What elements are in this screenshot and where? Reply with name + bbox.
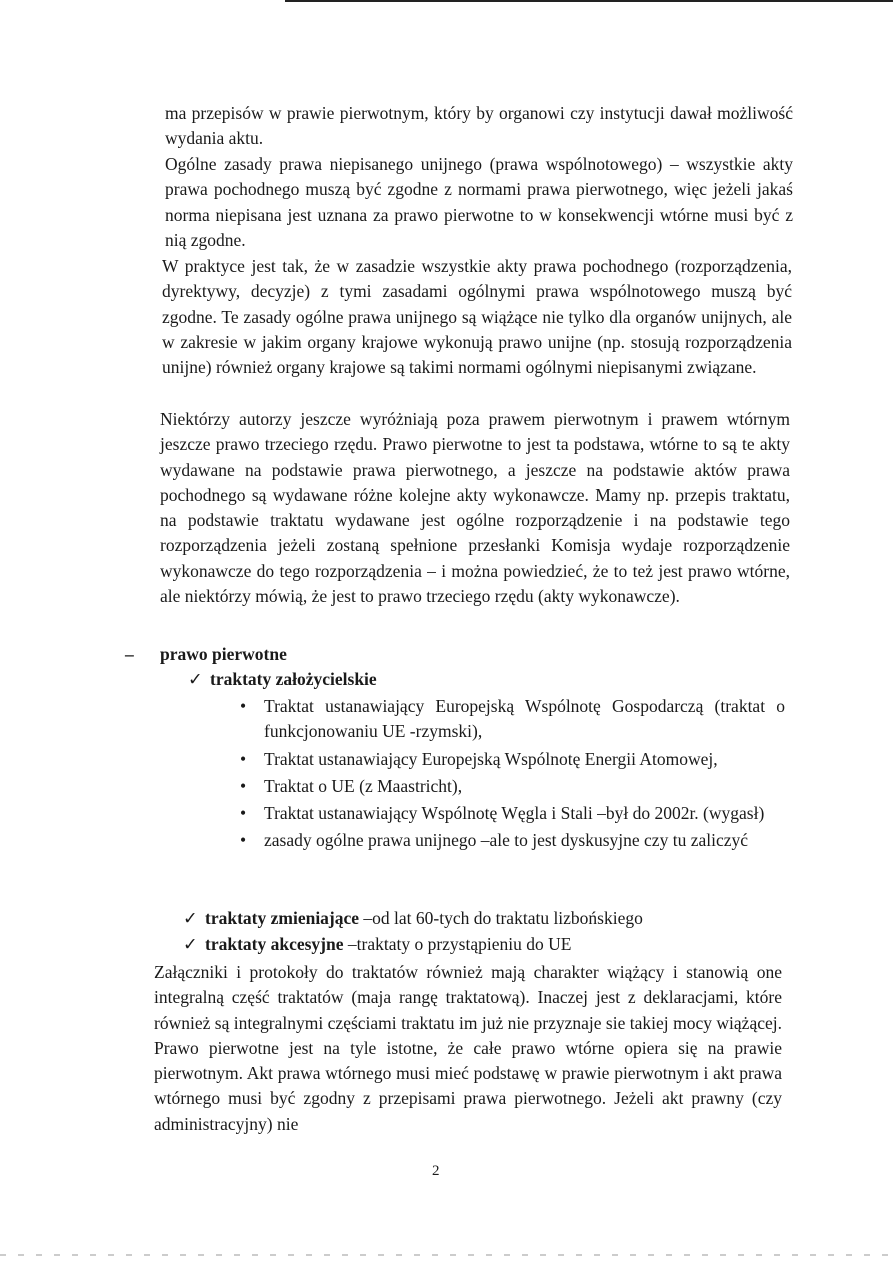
founding-treaties-item bbox=[188, 669, 377, 690]
paragraph-general-principles: Ogólne zasady prawa niepisanego unijnego (prawa wspólnotowego) – wszystkie akty prawa pochodnego muszą być zgodne z normami prawa pierwotnego, więc jeżeli jakaś norma niepisana jest uznana za prawo pierwotne to w konsekwencji wtórne musi być z nią zgodne. bbox=[165, 154, 793, 250]
list-item-text: Traktat ustanawiający Europejską Wspólnotę Energii Atomowej, bbox=[264, 748, 718, 769]
list-item bbox=[240, 828, 785, 853]
amending-treaties-text: –od lat 60-tych do traktatu lizbońskiego bbox=[359, 908, 643, 928]
primary-law-heading: prawo pierwotne bbox=[160, 644, 287, 664]
paragraph-annexes: Załączniki i protokoły do traktatów również mają charakter wiążący i stanowią one integralną część traktatów (maja rangę traktatową). Inaczej jest z deklaracjami, które również są integralnymi częściami traktatu im już nie przyznaje sie takiej mocy wiążącej. Prawo pierwotne jest na tyle istotne, że całe prawo wtórne opiera się na prawie pierwotnym. Akt prawa wtórnego musi mieć podstawę w prawie pierwotnym i akt prawa wtórnego musi być zgodny z przepisami prawa pierwotnego. Jeżeli akt prawny (czy administracyjny) nie bbox=[154, 962, 782, 1134]
amending-treaties-label: traktaty zmieniające bbox=[205, 908, 360, 928]
list-item-text: zasady ogólne prawa unijnego –ale to jest dyskusyjne czy tu zaliczyć bbox=[264, 830, 749, 851]
founding-treaties-label: traktaty założycielskie bbox=[210, 669, 377, 689]
bullet-icon: • bbox=[240, 748, 247, 769]
scan-artifact-dots bbox=[0, 1254, 893, 1256]
page-number: 2 bbox=[432, 1163, 440, 1179]
list-item-text: Traktat ustanawiający Wspólnotę Węgla i Stali –był do 2002r. (wygasł) bbox=[264, 803, 765, 824]
checkmark-icon: ✓ bbox=[188, 669, 203, 689]
founding-treaties-list bbox=[240, 694, 785, 856]
accession-treaties-text: –traktaty o przystąpieniu do UE bbox=[343, 934, 572, 954]
paragraph-third-order-law: Niektórzy autorzy jeszcze wyróżniają poza prawem pierwotnym i prawem wtórnym jeszcze prawo trzeciego rzędu. Prawo pierwotne to jest ta podstawa, wtórne to są te akty wydawane na podstawie prawa pierwotnego, a jeszcze na podstawie aktów prawa pochodnego są wydawane różne kolejne akty wykonawcze. Mamy np. przepis traktatu, na podstawie traktatu wydawane jest ogólne rozporządzenie i na podstawie tego rozporządzenia jeżeli zostaną spełnione przesłanki Komisja wydaje rozporządzenie wykonawcze do tego rozporządzenia – i można powiedzieć, że to też jest prawo wtórne, ale niektórzy mówią, że jest to prawo trzeciego rzędu (akty wykonawcze). bbox=[160, 409, 790, 607]
accession-treaties-label: traktaty akcesyjne bbox=[205, 934, 344, 954]
list-item bbox=[240, 801, 785, 826]
paragraph-practice: W praktyce jest tak, że w zasadzie wszystkie akty prawa pochodnego (rozporządzenia, dyrektywy, decyzje) z tymi zasadami ogólnymi prawa wspólnotowego muszą być zgodne. Te zasady ogólne prawa unijnego są wiążące nie tylko dla organów unijnych, ale w zakresie w jakim organy krajowe wykonują prawo unijne (np. stosują rozporządzenia unijne) również organy krajowe są takimi normami ogólnymi niepisanymi związane. bbox=[162, 256, 792, 378]
bullet-icon: • bbox=[240, 830, 247, 851]
list-item-text: Traktat o UE (z Maastricht), bbox=[264, 775, 463, 796]
checkmark-icon: ✓ bbox=[183, 908, 198, 928]
list-item-text: Traktat ustanawiający Europejską Wspólnotę Gospodarczą (traktat o funkcjonowaniu UE -rzymski), bbox=[264, 696, 785, 742]
paragraph-intro: ma przepisów w prawie pierwotnym, który by organowi czy instytucji dawał możliwość wydania aktu. bbox=[165, 103, 793, 149]
list-item bbox=[240, 694, 785, 745]
checkmark-icon: ✓ bbox=[183, 934, 198, 954]
amending-treaties-item bbox=[183, 908, 643, 929]
list-item bbox=[240, 774, 785, 799]
list-item bbox=[240, 747, 785, 772]
bullet-icon: • bbox=[240, 696, 247, 716]
bullet-icon: • bbox=[240, 803, 247, 824]
accession-treaties-item bbox=[183, 934, 571, 955]
bullet-icon: • bbox=[240, 775, 247, 796]
dash-marker: – bbox=[125, 644, 134, 664]
